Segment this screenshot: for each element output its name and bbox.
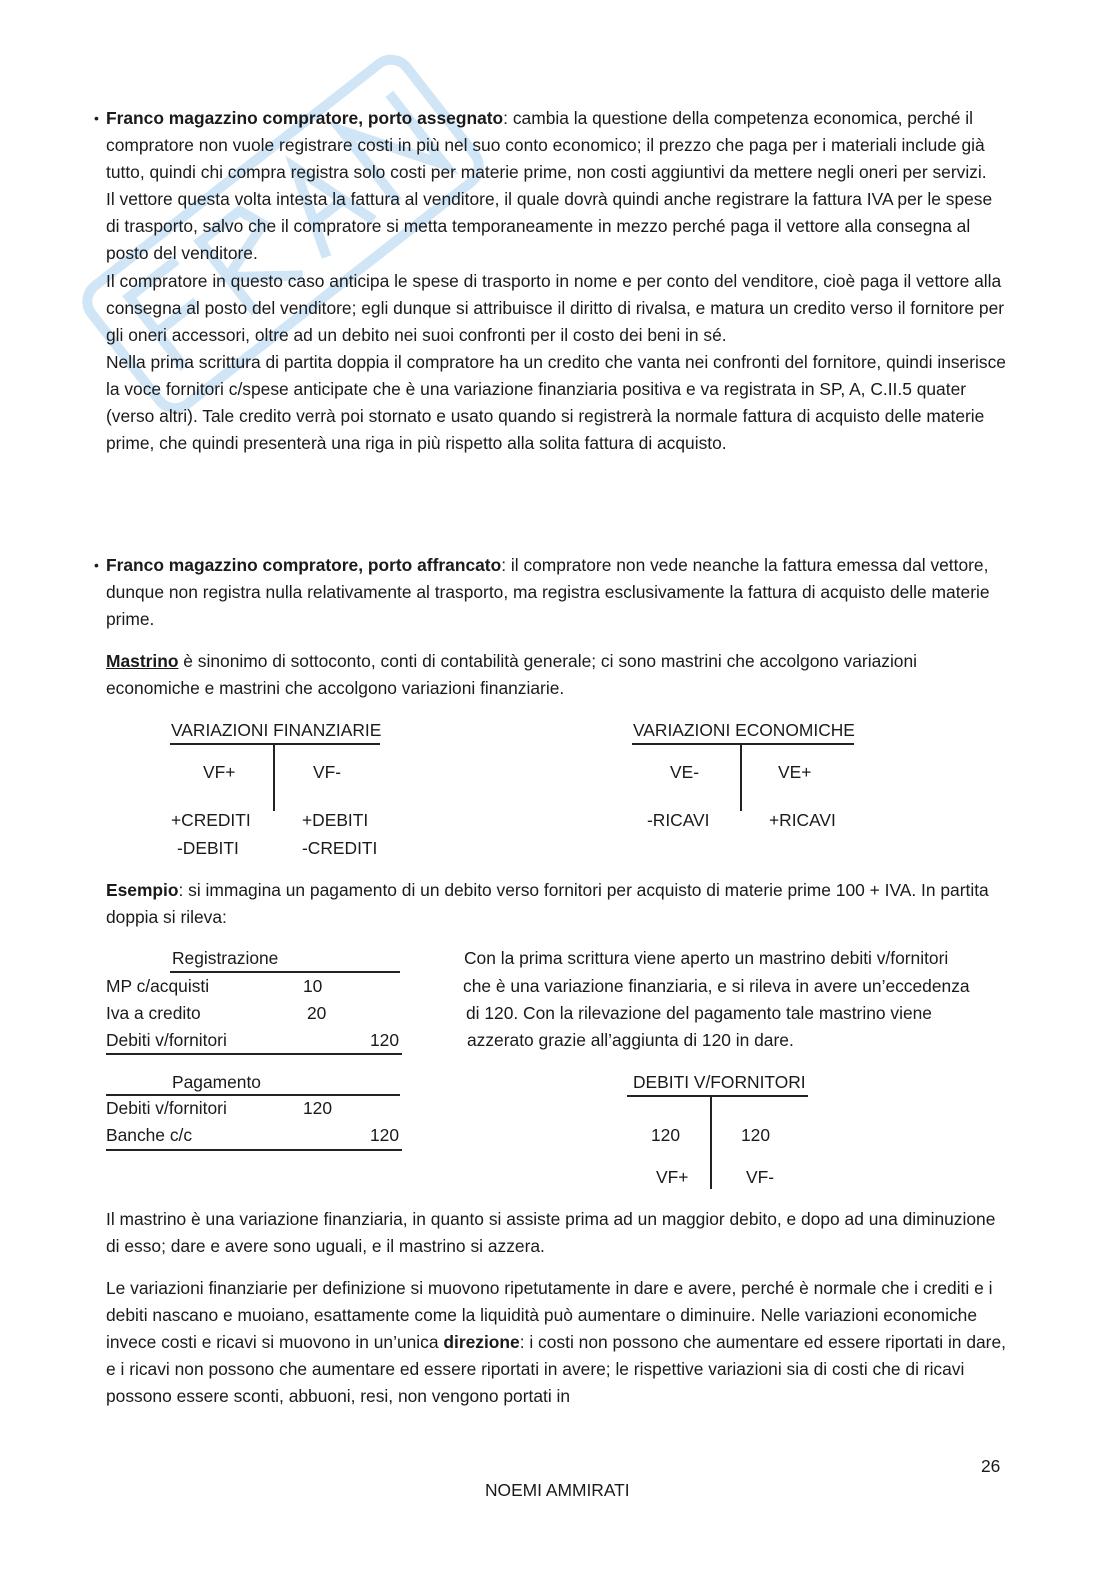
registrazione-top-line bbox=[170, 971, 400, 973]
debiti-divider bbox=[710, 1097, 712, 1189]
registrazione-title: Registrazione bbox=[172, 948, 279, 968]
journal-account: Banche c/c bbox=[106, 1125, 193, 1145]
pagamento-bottom-line bbox=[106, 1149, 402, 1151]
vf-right-item: -CREDITI bbox=[302, 838, 378, 858]
side-line: Con la prima scrittura viene aperto un mastrino debiti v/fornitori bbox=[464, 948, 949, 968]
bullet-title: Franco magazzino compratore, porto affrancato bbox=[106, 555, 502, 575]
ve-divider bbox=[740, 745, 742, 811]
ve-top-line bbox=[632, 743, 854, 745]
vf-top-line bbox=[170, 743, 380, 745]
debiti-title: DEBITI V/FORNITORI bbox=[633, 1072, 806, 1092]
side-line: di 120. Con la rilevazione del pagamento tale mastrino viene bbox=[466, 1003, 932, 1023]
direzione-term: direzione bbox=[443, 1332, 520, 1353]
esempio-label: Esempio bbox=[106, 880, 179, 900]
vf-left-item: +CREDITI bbox=[171, 810, 251, 830]
bullet-icon: • bbox=[94, 110, 99, 126]
ve-left-item: -RICAVI bbox=[647, 810, 710, 830]
journal-avere: 120 bbox=[370, 1125, 400, 1145]
variazioni-paragraph: Le variazioni finanziarie per definizione si muovono ripetutamente in dare e avere, perché è normale che i crediti e i debiti nascano e muoiano, esattamente come la liquidità può aumentare o diminuire. Nelle variazioni economiche invece costi e ricavi si muovono in un’unica direzione: i costi non possono che aumentare ed essere riportati in dare, e i ricavi non possono che aumentare ed essere riportati in avere; le rispettive variazioni sia di costi che di ricavi possono essere sconti, abbuoni, resi, non vengono portati in bbox=[106, 1278, 1006, 1407]
ve-right-head: VE+ bbox=[778, 762, 812, 782]
pagamento-title: Pagamento bbox=[172, 1072, 261, 1092]
mastrino-term: Mastrino bbox=[106, 651, 179, 671]
vf-title: VARIAZIONI FINANZIARIE bbox=[171, 720, 382, 740]
journal-dare: 10 bbox=[303, 976, 323, 996]
page-number: 26 bbox=[981, 1456, 1001, 1476]
journal-dare: 20 bbox=[307, 1003, 327, 1023]
vf-right-head: VF- bbox=[313, 762, 342, 782]
bullet-paragraph: Nella prima scrittura di partita doppia il compratore ha un credito che vanta nei confronti del fornitore, quindi inserisce la voce fornitori c/spese anticipate che è una variazione finanziaria positiva e va registrata in SP, A, C.II.5 quater (verso altri). Tale credito verrà poi stornato e usato quando si registrerà la normale fattura di acquisto delle materie prime, che quindi presenterà una riga in più rispetto alla solita fattura di acquisto. bbox=[106, 351, 1006, 454]
journal-avere: 120 bbox=[370, 1030, 400, 1050]
bullet-paragraph: Franco magazzino compratore, porto assegnato: cambia la questione della competenza economica, perché il compratore non vuole registrare costi in più nel suo conto economico; il prezzo che paga per i materiali include già tutto, quindi chi compra registra solo costi per materie prime, non costi aggiuntivi da mettere negli oneri per servizi. bbox=[106, 108, 987, 183]
bullet-porto-affrancato bbox=[94, 552, 1006, 633]
bullet-paragraph: Il vettore questa volta intesta la fattura al venditore, il quale dovrà quindi anche registrare la fattura IVA per le spese di trasporto, salvo che il compratore si metta temporaneamente in mezzo perché paga il vettore alla consegna al posto del venditore. bbox=[106, 189, 993, 264]
registrazione-bottom-line bbox=[106, 1053, 402, 1055]
vf-left-head: VF+ bbox=[203, 762, 236, 782]
vf-divider bbox=[273, 745, 275, 811]
bullet-porto-assegnato bbox=[94, 105, 1006, 457]
debiti-left-value: 120 bbox=[651, 1125, 681, 1145]
ve-left-head: VE- bbox=[670, 762, 699, 782]
mastrino-paragraph: Mastrino è sinonimo di sottoconto, conti di contabilità generale; ci sono mastrini che accolgono variazioni economiche e mastrini che accolgono variazioni finanziarie. bbox=[106, 651, 918, 699]
vf-left-item: -DEBITI bbox=[177, 838, 239, 858]
journal-account: MP c/acquisti bbox=[106, 976, 210, 996]
footer-author: NOEMI AMMIRATI bbox=[485, 1480, 630, 1500]
debiti-top-line bbox=[627, 1095, 808, 1097]
ve-title: VARIAZIONI ECONOMICHE bbox=[633, 720, 855, 740]
journal-account: Iva a credito bbox=[106, 1003, 201, 1023]
bullet-paragraph: Il compratore in questo caso anticipa le spese di trasporto in nome e per conto del venditore, cioè paga il vettore alla consegna al posto del venditore; egli dunque si attribuisce il diritto di rivalsa, e matura un credito verso il fornitore per gli oneri accessori, oltre ad un debito nei suoi confronti per il costo dei beni in sé. bbox=[106, 270, 1005, 345]
side-line: azzerato grazie all’aggiunta di 120 in dare. bbox=[467, 1030, 794, 1050]
debiti-left-foot: VF+ bbox=[656, 1167, 689, 1187]
debiti-right-value: 120 bbox=[741, 1125, 771, 1145]
debiti-right-foot: VF- bbox=[746, 1167, 775, 1187]
bullet-paragraph: Franco magazzino compratore, porto affrancato: il compratore non vede neanche la fattura emessa dal vettore, dunque non registra nulla relativamente al trasporto, ma registra esclusivamente la fattura di acquisto delle materie prime. bbox=[106, 555, 990, 630]
bullet-title: Franco magazzino compratore, porto assegnato bbox=[106, 108, 504, 128]
vf-right-item: +DEBITI bbox=[302, 810, 369, 830]
journal-account: Debiti v/fornitori bbox=[106, 1098, 227, 1118]
bullet-icon: • bbox=[94, 557, 99, 573]
esempio-paragraph: Esempio: si immagina un pagamento di un debito verso fornitori per acquisto di materie prime 100 + IVA. In partita doppia si rileva: bbox=[106, 880, 989, 928]
pagamento-top-line bbox=[106, 1094, 400, 1096]
journal-dare: 120 bbox=[303, 1098, 333, 1118]
ve-right-item: +RICAVI bbox=[769, 810, 836, 830]
mastrino-conclusion-paragraph: Il mastrino è una variazione finanziaria, in quanto si assiste prima ad un maggior debito, e dopo ad una diminuzione di esso; dare e avere sono uguali, e il mastrino si azzera. bbox=[106, 1209, 996, 1257]
side-line: che è una variazione finanziaria, e si rileva in avere un’eccedenza bbox=[463, 976, 970, 996]
journal-account: Debiti v/fornitori bbox=[106, 1030, 227, 1050]
